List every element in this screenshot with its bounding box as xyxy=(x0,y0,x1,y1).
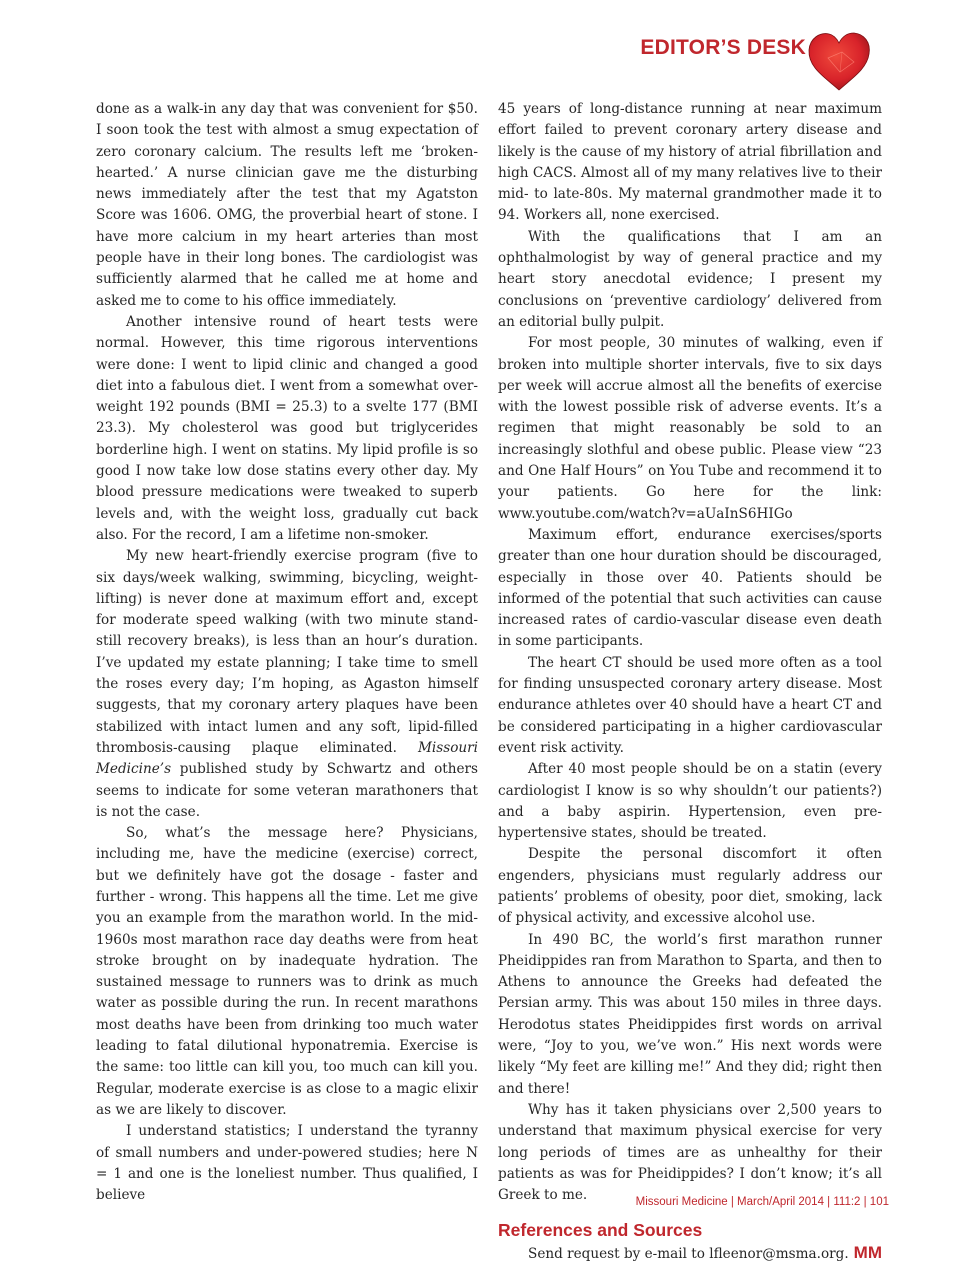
paragraph xyxy=(96,546,478,823)
paragraph: So, what’s the message here? Physicians, including me, have the medicine (exercise) correct, but we definitely have got the dosage - faster and further - wrong. This happens all the time. Let me give you an example from the marathon world. In the mid-1960s most marathon race day deaths were from heat stroke brought on by inadequate hydration. The sustained message to runners was to drink as much water as possible during the run. In recent marathons most deaths have been from drinking too much water leading to fatal dilutional hyponatremia. Exercise is the same: too little can kill you, too much can kill you. Regular, moderate exercise is as close to a magic elixir as we are likely to discover. xyxy=(96,825,478,1118)
publication-name: Missouri Medicine’s xyxy=(96,739,478,778)
paragraph: Despite the personal discomfort it often engenders, physicians must regularly address our patients’ problems of obesity, poor diet, smoking, lack of physical activity, and excessive alcohol use. xyxy=(498,846,882,927)
right-column xyxy=(498,99,882,1265)
paragraph: Why has it taken physicians over 2,500 years to understand that maximum physical exercise for very long periods of times are as unhealthy for their patients as was for Pheidippides? I don’t know; it’s all Greek to me. xyxy=(498,1101,882,1204)
paragraph: With the qualifications that I am an ophthalmologist by way of general practice and my heart story anecdotal evidence; I present my conclusions on ‘preventive cardiology’ delivered from an editorial bully pulpit. xyxy=(498,228,882,330)
section-title: EDITOR’S DESK xyxy=(640,36,806,59)
references-text: Send request by e-mail to lfleenor@msma.org. xyxy=(528,1245,849,1262)
references-heading: References and Sources xyxy=(498,1220,703,1241)
left-column xyxy=(96,99,478,1206)
page-footer: Missouri Medicine | March/April 2014 | 111:2 | 101 xyxy=(635,1196,889,1208)
signoff-mark: MM xyxy=(853,1242,882,1262)
paragraph: 45 years of long-distance running at near maximum effort failed to prevent coronary artery disease and likely is the cause of my history of atrial fibrillation and high CACS. Almost all of my many relatives live to their mid- to late-80s. My maternal grandmother made it to 94. Workers all, none exercised. xyxy=(498,101,882,224)
section-header xyxy=(640,36,810,60)
paragraph: Another intensive round of heart tests were normal. However, this time rigorous interventions were done: I went to lipid clinic and changed a good diet into a fabulous diet. I went from a somewhat over-weight 192 pounds (BMI = 25.3) to a svelte 177 (BMI 23.3). My cholesterol was good but triglycerides borderline high. I went on statins. My lipid profile is so good I now take low dose statins every other day. My blood pressure medications were tweaked to superb levels and, with the weight loss, gradually cut back also. For the record, I am a lifetime non-smoker. xyxy=(96,313,478,543)
paragraph: Maximum effort, endurance exercises/sports greater than one hour duration should be discouraged, especially in those over 40. Patients should be informed of the potential that such activities can cause increased rates of cardio-vascular disease even death in some participants. xyxy=(498,526,882,650)
paragraph-text: My new heart-friendly exercise program (five to six days/week walking, swimming, bicycling, weight-lifting) is never done at maximum effort and, except for moderate speed walking (with two minute stand-still recovery breaks), is less than an hour’s duration. I’ve updated my estate planning; I take time to smell the roses every day; I’m hoping, as Agaston himself suggests, that my coronary artery plaques have been stabilized with intact lumen and any soft, lipid-filled thrombosis-causing plaque eliminated. xyxy=(96,548,478,756)
paragraph: In 490 BC, the world’s first marathon runner Pheidippides ran from Marathon to Sparta, and then to Athens to announce the Greeks had defeated the Persian army. This was about 150 miles in three days. Herodotus states Pheidippides first words on arrival were, “Joy to you, we’ve won.” His next words were likely “My feet are killing me!” And they did; right then and there! xyxy=(498,931,882,1097)
paragraph: After 40 most people should be on a statin (every cardiologist I know is so why shouldn’t our patients?) and a baby aspirin. Hypertension, even pre-hypertensive states, should be treated. xyxy=(498,761,882,842)
heart-icon xyxy=(804,28,874,94)
paragraph: The heart CT should be used more often as a tool for finding unsuspected coronary artery disease. Most endurance athletes over 40 should have a heart CT and be considered participating in a higher cardiovascular event risk activity. xyxy=(498,654,882,756)
paragraph: done as a walk-in any day that was convenient for $50. I soon took the test with almost a smug expectation of zero coronary calcium. The results left me ‘broken-hearted.’ A nurse clinician gave me the disturbing news immediately after the test that my Agatston Score was 1606. OMG, the proverbial heart of stone. I have more calcium in my heart arteries than most people have in their long bones. The cardiologist was sufficiently alarmed that he called me at home and asked me to come to his office immediately. xyxy=(96,101,478,309)
references-line xyxy=(498,1242,882,1265)
paragraph: I understand statistics; I understand the tyranny of small numbers and under-powered studies; here N = 1 and one is the loneliest number. Thus qualified, I believe xyxy=(96,1123,478,1204)
paragraph-text: published study by Schwartz and others seems to indicate for some veteran marathoners that is not the case. xyxy=(96,761,479,820)
paragraph: For most people, 30 minutes of walking, even if broken into multiple shorter intervals, five to six days per week will accrue almost all the benefits of exercise with the lowest possible risk of adverse events. It’s a regimen that might reasonably be sold to an increasingly slothful and obese public. Please view “23 and One Half Hours” on You Tube and recommend it to your patients. Go here for the link: www.youtube.com/watch?v=aUaInS6HIGo xyxy=(498,335,882,522)
